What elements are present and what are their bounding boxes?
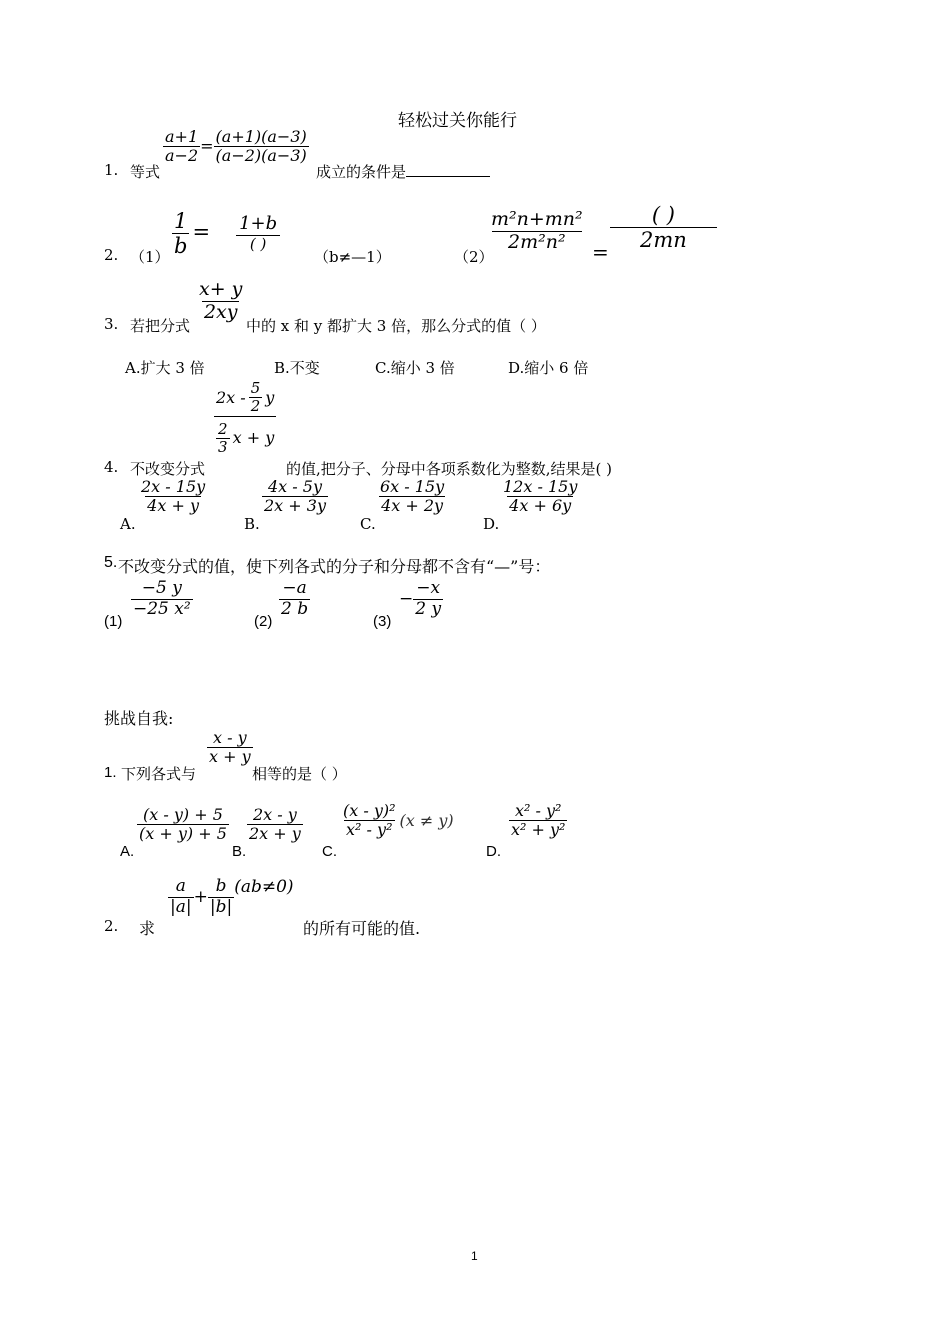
q1-equation [163, 128, 309, 166]
q3-fraction-denominator: 2xy [203, 300, 238, 323]
c1-option-b-denominator: 2x + y [249, 824, 301, 844]
challenge-heading: 挑战自我: [104, 709, 174, 728]
q5-item2-label: (2) [254, 613, 273, 630]
q2-part1-condition: （b≠—1） [314, 248, 391, 266]
c1-option-d[interactable] [509, 802, 567, 840]
c2-text-after: 的所有可能的值. [303, 919, 421, 938]
q2-p1-rhs-numerator: 1+b [239, 213, 278, 235]
q4-option-d-label[interactable]: D. [483, 515, 500, 533]
q4-option-b-numerator: 4x - 5y [268, 477, 322, 496]
q3-number: 3. [104, 315, 119, 333]
q5-item3-label: (3) [373, 613, 392, 630]
q4-option-b-label[interactable]: B. [244, 515, 260, 533]
q5-item1-label: (1) [104, 613, 123, 630]
c1-option-b[interactable] [247, 806, 303, 844]
q4-option-a-numerator: 2x - 15y [141, 477, 206, 496]
q5-item1-numerator: −5 y [141, 578, 182, 598]
q1-number: 1. [104, 161, 119, 179]
c1-option-c-condition: (x ≠ y) [399, 811, 454, 831]
q4-top-inner-numerator: 5 [250, 379, 261, 397]
q4-option-b-denominator: 2x + 3y [264, 496, 326, 516]
c2-condition: (ab≠0) [234, 877, 294, 897]
q4-text-after: 的值,把分子、分母中各项系数化为整数,结果是( ) [286, 460, 613, 478]
q2-part2-lhs [489, 209, 585, 254]
q4-complex-fraction [214, 380, 276, 456]
q1-rhs-denominator: (a−2)(a−3) [215, 146, 307, 166]
q5-item1-fraction [131, 579, 193, 619]
q5-item3-denominator: 2 y [415, 598, 442, 619]
q4-option-a-denominator: 4x + y [147, 496, 199, 516]
c2-expression [168, 877, 294, 917]
q2-p2-rhs-numerator: ( ) [651, 203, 675, 227]
q1-text-before: 等式 [130, 163, 161, 181]
c1-fraction-numerator: x - y [213, 728, 247, 747]
c1-option-b-label[interactable]: B. [232, 843, 247, 860]
c1-fraction [207, 729, 253, 767]
q5-item3-expression [399, 579, 443, 619]
q2-p2-equals: = [592, 240, 609, 264]
q5-item2-numerator: −a [282, 578, 307, 598]
q5-item2-denominator: 2 b [281, 598, 309, 619]
q2-p1-rhs-denominator: ( ) [236, 235, 280, 253]
c1-fraction-denominator: x + y [209, 747, 251, 767]
c1-option-c-label[interactable]: C. [322, 843, 337, 860]
q4-option-a-label[interactable]: A. [120, 515, 136, 533]
q4-bottom-inner-numerator: 2 [218, 419, 228, 438]
q4-bottom-inner-denominator: 3 [218, 437, 228, 456]
q3-option-b[interactable]: B.不变 [274, 359, 320, 377]
q2-part2-label: （2） [454, 248, 494, 266]
q2-p1-lhs-numerator: 1 [174, 209, 188, 233]
q5-item1-denominator: −25 x² [133, 598, 191, 619]
c1-option-d-numerator: x² - y² [515, 801, 562, 820]
q4-option-c[interactable] [378, 478, 446, 516]
c1-option-b-numerator: 2x - y [253, 805, 297, 824]
c2-plus: + [193, 887, 208, 908]
c1-number: 1. [104, 764, 117, 781]
q5-number: 5. [104, 554, 118, 571]
c2-text-before: 求 [139, 919, 156, 938]
q4-number: 4. [104, 458, 119, 476]
q4-bottom-part-b: x + y [232, 428, 275, 448]
c1-text-after: 相等的是（ ） [252, 765, 347, 783]
q4-option-a[interactable] [139, 478, 207, 516]
q4-option-c-denominator: 4x + 2y [381, 496, 444, 516]
q2-p2-lhs-denominator: 2m²n² [492, 231, 582, 254]
c1-option-a-denominator: (x + y) + 5 [139, 824, 227, 844]
q4-option-d[interactable] [501, 478, 579, 516]
c2-b-numerator: b [215, 876, 227, 896]
c1-option-c[interactable] [341, 802, 454, 840]
c1-text-before: 下列各式与 [121, 765, 197, 783]
q4-option-c-numerator: 6x - 15y [380, 477, 445, 496]
q2-part1-label: （1） [130, 248, 170, 266]
q5-text: 不改变分式的值，使下列各式的分子和分母都不含有“—”号： [118, 557, 551, 576]
q2-p1-lhs-denominator: b [174, 234, 188, 259]
page-title: 轻松过关你能行 [398, 111, 517, 131]
q5-item3-numerator: −x [416, 578, 441, 598]
q1-lhs-numerator: a+1 [165, 127, 199, 146]
q1-equals: = [200, 136, 214, 156]
q1-answer-blank[interactable] [406, 175, 490, 177]
q2-p2-lhs-numerator: m²n+mn² [491, 208, 583, 230]
q4-top-part-a: 2x - [216, 387, 246, 407]
q1-lhs-denominator: a−2 [165, 146, 199, 166]
q4-option-d-denominator: 4x + 6y [509, 496, 572, 516]
q3-fraction [197, 279, 244, 324]
q5-item2-fraction [279, 579, 310, 619]
c1-option-a-numerator: (x - y) + 5 [143, 805, 223, 824]
c1-option-a[interactable] [137, 806, 229, 844]
q2-p1-equals: = [192, 220, 211, 245]
q3-text-after: 中的 x 和 y 都扩大 3 倍，那么分式的值（ ） [246, 317, 546, 335]
q3-fraction-numerator: x+ y [199, 278, 243, 300]
page-number: 1 [471, 1249, 478, 1263]
q1-rhs-numerator: (a+1)(a−3) [215, 127, 307, 146]
q4-text-before: 不改变分式 [130, 460, 206, 478]
c1-option-c-denominator: x² - y² [346, 820, 393, 840]
q4-option-d-numerator: 12x - 15y [503, 477, 578, 496]
c1-option-d-label[interactable]: D. [486, 843, 501, 860]
q4-top-part-b: y [265, 387, 275, 407]
q3-option-d[interactable]: D.缩小 6 倍 [508, 359, 589, 377]
c1-option-a-label[interactable]: A. [120, 843, 135, 860]
q3-option-c[interactable]: C.缩小 3 倍 [375, 359, 455, 377]
q2-p2-rhs-denominator: 2mn [610, 227, 717, 252]
q4-option-b[interactable] [262, 478, 328, 516]
c2-a-numerator: a [175, 876, 186, 896]
q2-part1-equation [172, 209, 303, 258]
q2-part2-rhs [610, 203, 717, 252]
c1-option-c-numerator: (x - y)² [343, 801, 396, 820]
q1-text-after: 成立的条件是 [316, 161, 490, 182]
c2-number: 2. [104, 917, 119, 935]
q2-number: 2. [104, 246, 119, 264]
c2-a-denominator: |a| [170, 896, 192, 917]
q4-option-c-label[interactable]: C. [360, 515, 376, 533]
q3-text-before: 若把分式 [130, 317, 191, 335]
q3-option-a[interactable]: A.扩大 3 倍 [125, 359, 205, 377]
c1-option-d-denominator: x² + y² [511, 820, 566, 840]
q4-top-inner-denominator: 2 [250, 397, 261, 416]
c2-b-denominator: |b| [209, 896, 233, 917]
q5-item3-prefix: − [399, 589, 414, 610]
